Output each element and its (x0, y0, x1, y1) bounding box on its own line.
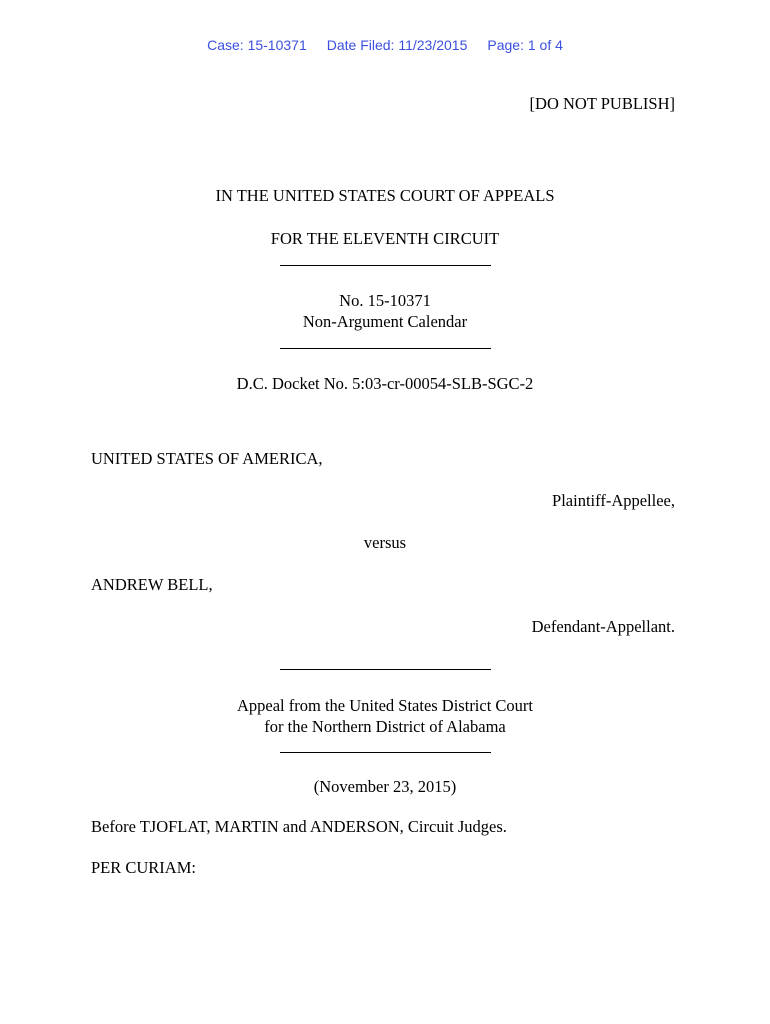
panel-judges: Before TJOFLAT, MARTIN and ANDERSON, Circuit Judges. (91, 817, 507, 836)
plaintiff-role: Plaintiff-Appellee, (552, 491, 675, 510)
appeal-source-line1: Appeal from the United States District Court (236, 696, 534, 715)
divider (280, 348, 491, 349)
decision-date: (November 23, 2015) (313, 777, 457, 796)
case-number-header: Case: 15-10371 (207, 37, 307, 53)
case-number: No. 15-10371 (339, 291, 431, 310)
calendar-type: Non-Argument Calendar (302, 312, 468, 331)
defendant-role: Defendant-Appellant. (531, 617, 675, 636)
page-count-header: Page: 1 of 4 (487, 37, 563, 53)
appeal-source-line2: for the Northern District of Alabama (264, 717, 506, 736)
plaintiff-name: UNITED STATES OF AMERICA, (91, 449, 323, 468)
versus-label: versus (363, 533, 407, 552)
divider (280, 669, 491, 670)
publish-note: [DO NOT PUBLISH] (529, 94, 675, 113)
date-filed-header: Date Filed: 11/23/2015 (326, 37, 468, 53)
defendant-name: ANDREW BELL, (91, 575, 213, 594)
divider (280, 752, 491, 753)
court-title: IN THE UNITED STATES COURT OF APPEALS (215, 186, 555, 205)
per-curiam-heading: PER CURIAM: (91, 858, 196, 877)
filing-header (0, 37, 770, 53)
circuit-title: FOR THE ELEVENTH CIRCUIT (270, 229, 500, 248)
docket-number: D.C. Docket No. 5:03-cr-00054-SLB-SGC-2 (236, 374, 534, 393)
divider (280, 265, 491, 266)
